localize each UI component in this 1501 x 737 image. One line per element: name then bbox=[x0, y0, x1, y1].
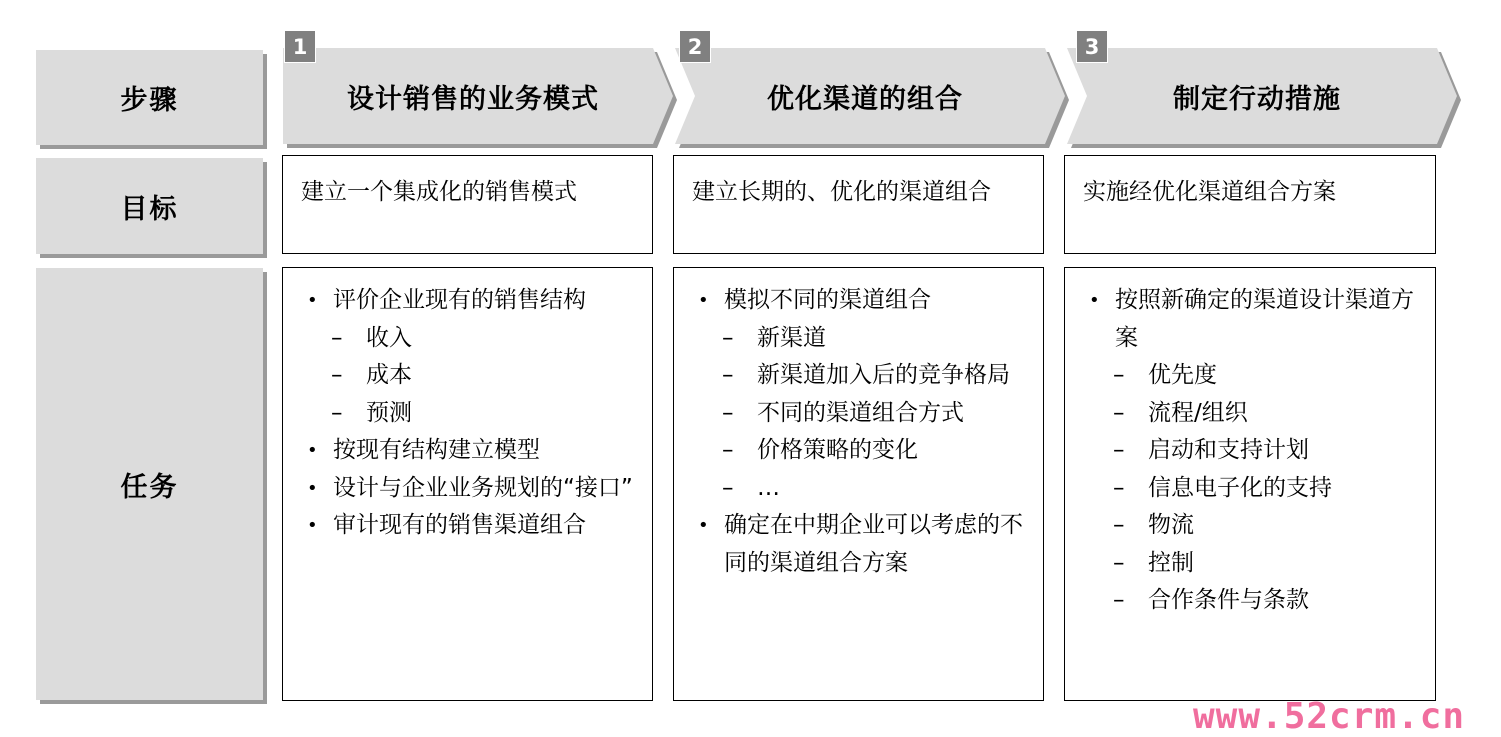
sub-task-item: – 控制 bbox=[1085, 545, 1421, 583]
sub-task-item: – 信息电子化的支持 bbox=[1085, 470, 1421, 508]
sub-task-item: – 价格策略的变化 bbox=[694, 432, 1029, 470]
step-1-task-box bbox=[282, 267, 653, 701]
step-1-number-badge: 1 bbox=[284, 30, 316, 63]
step-2-task-box bbox=[673, 267, 1044, 701]
step-2-goal-box bbox=[673, 155, 1044, 254]
step-1-goal-box bbox=[282, 155, 653, 254]
watermark-text: www.52crm.cn bbox=[1193, 696, 1466, 737]
step-3-goal-box bbox=[1064, 155, 1436, 254]
sub-task-item: – 不同的渠道组合方式 bbox=[694, 395, 1029, 433]
step-1-task-list bbox=[303, 282, 638, 545]
sub-task-item: – 流程/组织 bbox=[1085, 395, 1421, 433]
step-1-chevron bbox=[283, 44, 677, 148]
task-item: • 按照新确定的渠道设计渠道方案 bbox=[1085, 282, 1421, 357]
sub-task-item: – 启动和支持计划 bbox=[1085, 432, 1421, 470]
step-3-number-badge: 3 bbox=[1076, 30, 1108, 63]
sub-task-item: – 新渠道 bbox=[694, 320, 1029, 358]
step-2-chevron bbox=[675, 44, 1069, 148]
sub-task-item: – 新渠道加入后的竞争格局 bbox=[694, 357, 1029, 395]
step-1-title: 设计销售的业务模式 bbox=[347, 83, 599, 115]
step-3-goal-text: 实施经优化渠道组合方案 bbox=[1083, 179, 1336, 205]
task-item: • 按现有结构建立模型 bbox=[303, 432, 638, 470]
sub-task-item: – 优先度 bbox=[1085, 357, 1421, 395]
task-item: • 模拟不同的渠道组合 bbox=[694, 282, 1029, 320]
step-3-title: 制定行动措施 bbox=[1173, 83, 1341, 115]
step-2-task-list bbox=[694, 282, 1029, 582]
step-1-goal-text: 建立一个集成化的销售模式 bbox=[301, 179, 577, 205]
sub-task-item: – 成本 bbox=[303, 357, 638, 395]
sub-task-item: – 合作条件与条款 bbox=[1085, 582, 1421, 620]
step-2-number-badge: 2 bbox=[679, 30, 711, 63]
step-2-goal-text: 建立长期的、优化的渠道组合 bbox=[692, 179, 991, 205]
row-label-step: 步骤 bbox=[36, 50, 263, 145]
step-3-chevron bbox=[1067, 44, 1461, 148]
task-item: • 设计与企业业务规划的“接口” bbox=[303, 470, 638, 508]
row-label-task: 任务 bbox=[36, 268, 263, 700]
task-item: • 确定在中期企业可以考虑的不同的渠道组合方案 bbox=[694, 507, 1029, 582]
task-item: • 评价企业现有的销售结构 bbox=[303, 282, 638, 320]
sub-task-item: – 物流 bbox=[1085, 507, 1421, 545]
sub-task-item: – 收入 bbox=[303, 320, 638, 358]
task-item: • 审计现有的销售渠道组合 bbox=[303, 507, 638, 545]
step-3-task-box bbox=[1064, 267, 1436, 701]
step-2-title: 优化渠道的组合 bbox=[767, 83, 963, 115]
sub-task-item: – … bbox=[694, 470, 1029, 508]
sub-task-item: – 预测 bbox=[303, 395, 638, 433]
row-label-goal: 目标 bbox=[36, 158, 263, 254]
step-3-task-list bbox=[1085, 282, 1421, 620]
